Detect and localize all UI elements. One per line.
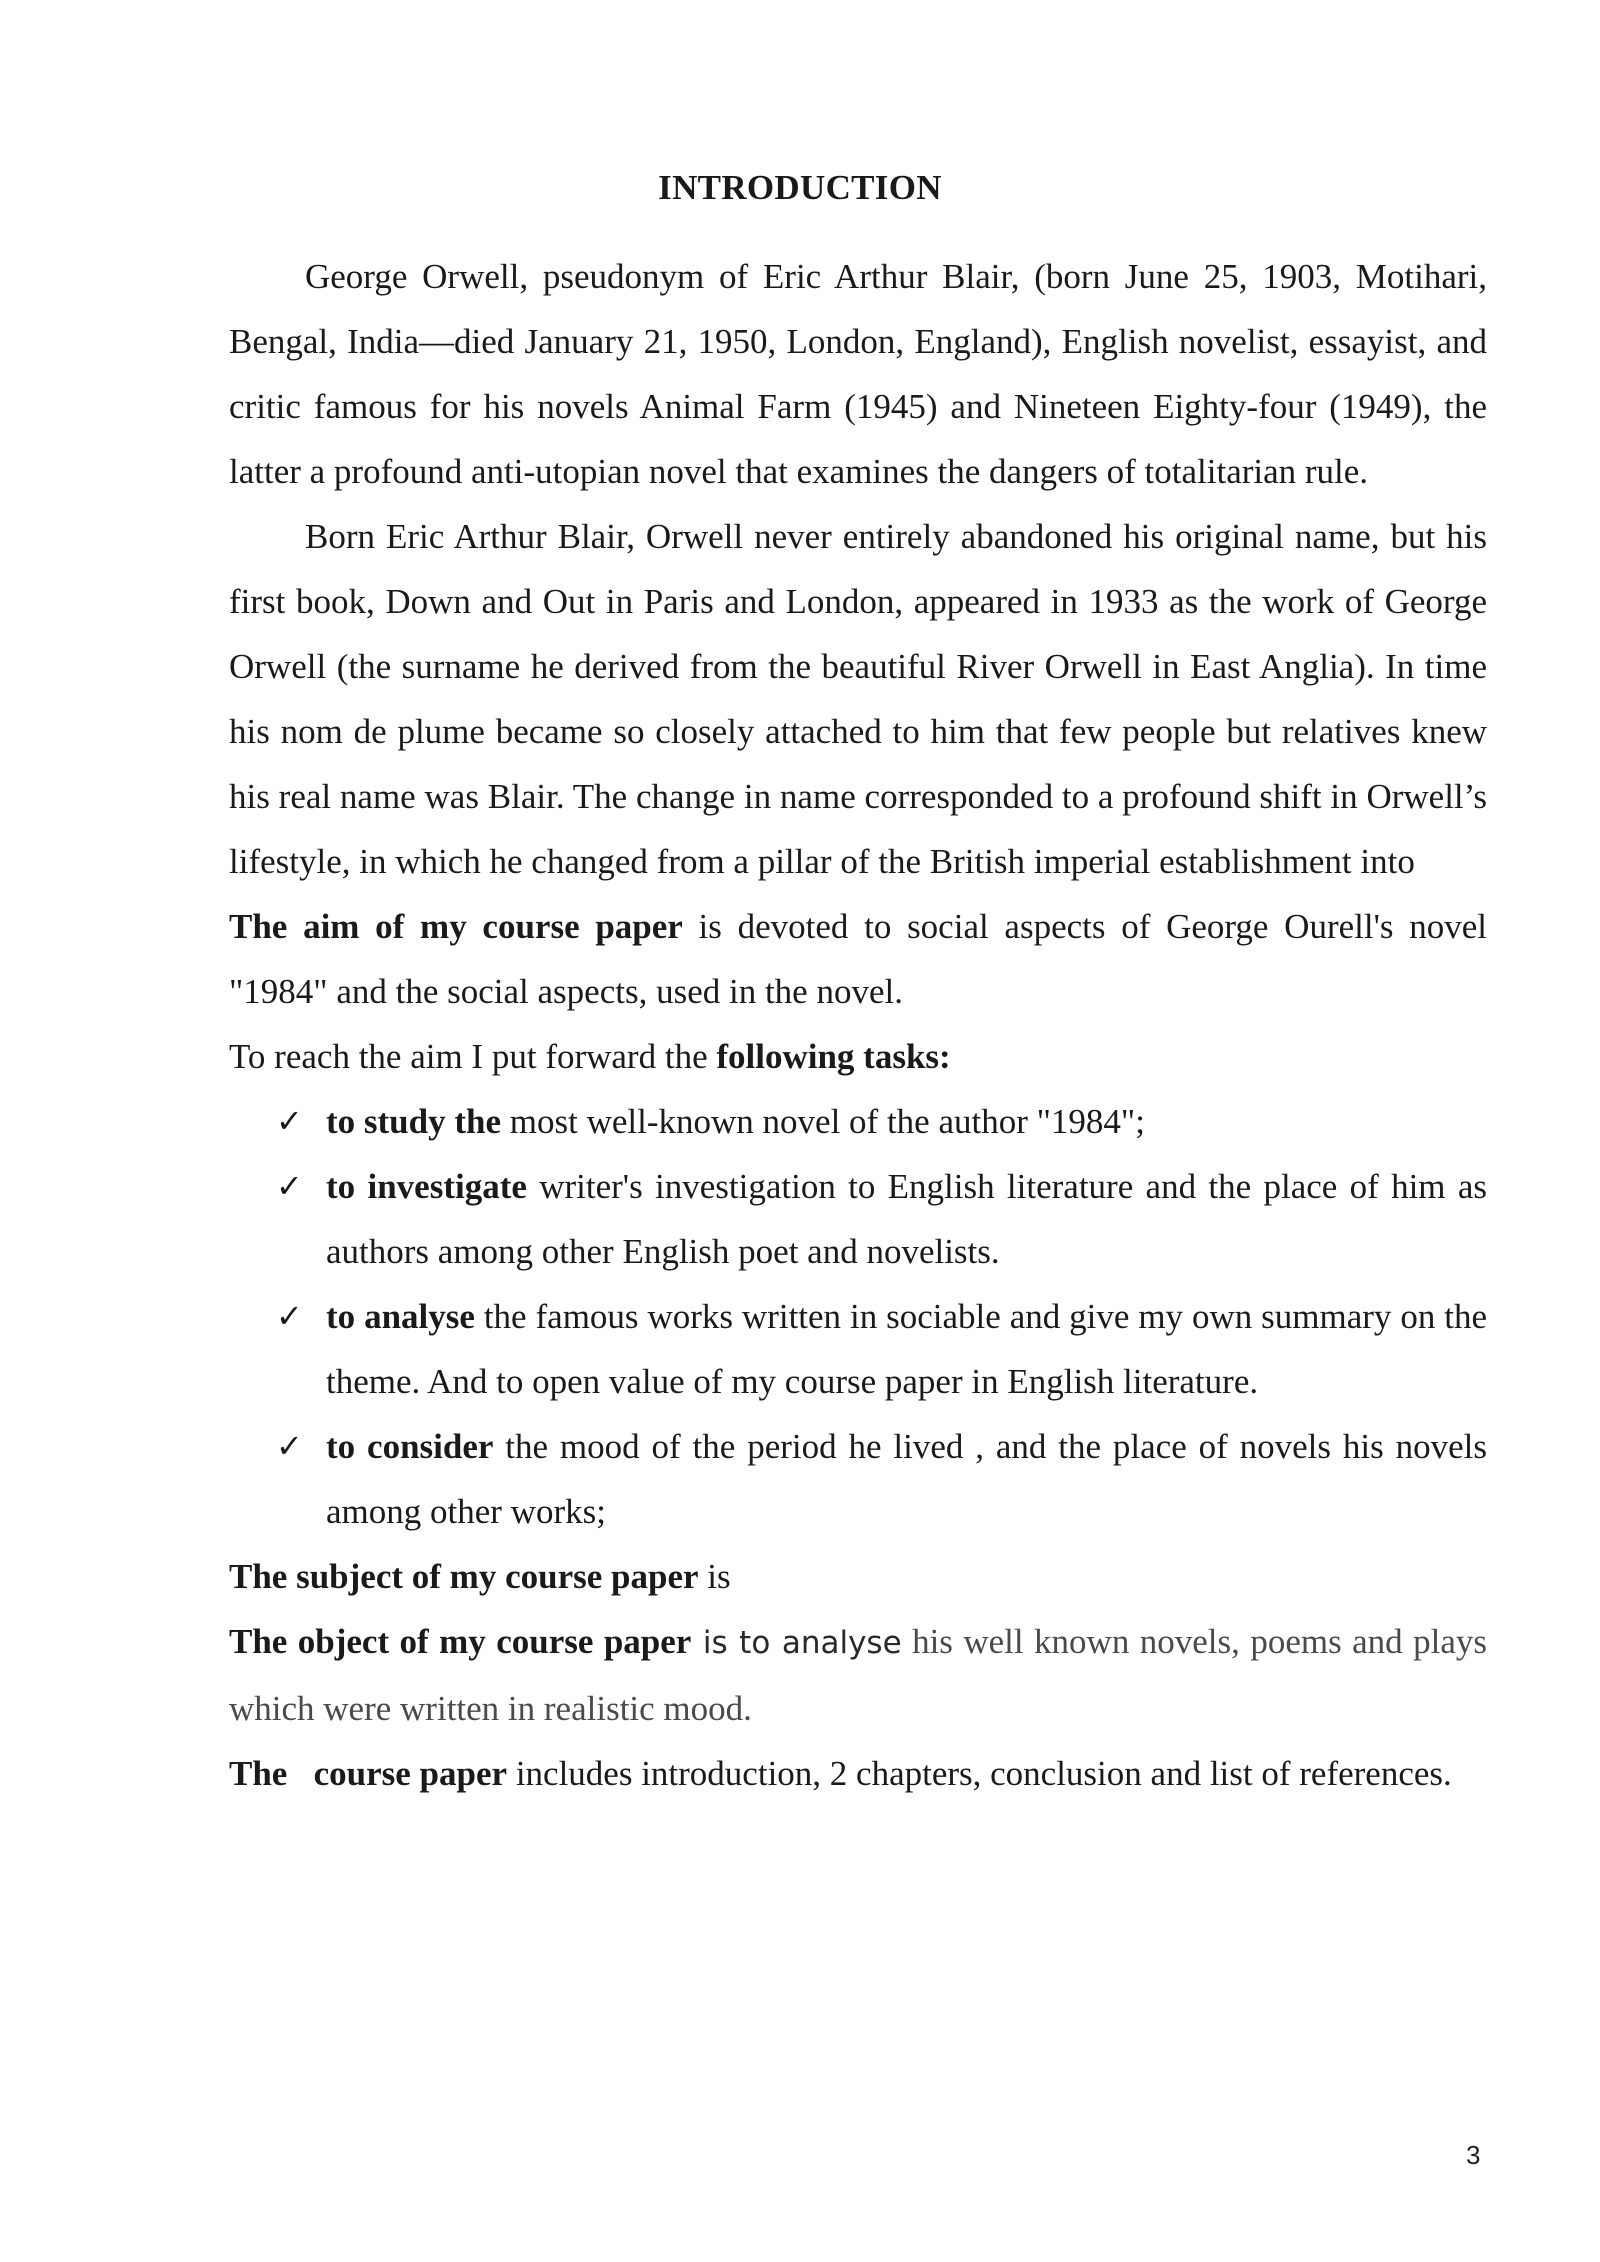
checkmark-icon: ✓ [276,1427,303,1465]
task-lead: to consider [326,1427,494,1466]
task-lead: to study the [326,1102,502,1141]
task-text: most well-known novel of the author "1984"; [501,1102,1145,1141]
task-lead: to analyse [326,1297,475,1336]
aim-text: is devoted to social aspects of George Ourell's novel "1984" and the social aspects, used in the novel. [229,907,1487,1011]
task-lead: to investigate [326,1167,527,1206]
list-item [229,1284,1487,1414]
paragraph-biography: George Orwell, pseudonym of Eric Arthur Blair, (born June 25, 1903, Motihari, Bengal, India—died January 21, 1950, London, England), English novelist, essayist, and critic famous for his novels Animal Farm (1945) and Nineteen Eighty-four (1949), the latter a profound anti-utopian novel that examines the dangers of totalitarian rule. [229,257,1487,491]
object-paragraph [229,1609,1487,1741]
structure-paragraph [229,1741,1487,1806]
checkmark-icon: ✓ [276,1297,303,1335]
subject-label: The subject of my course paper [229,1557,699,1596]
task-text: writer's investigation to English literature and the place of him as authors among other English poet and novelists. [326,1167,1487,1271]
tasks-intro-bold: following tasks: [716,1037,951,1076]
tasks-intro [229,1024,1487,1089]
page-title: INTRODUCTION [658,168,942,207]
object-text-verb: is to analyse [691,1625,902,1661]
list-item [229,1414,1487,1544]
paragraph-pseudonym: Born Eric Arthur Blair, Orwell never entirely abandoned his original name, but his first book, Down and Out in Paris and London, appeared in 1933 as the work of George Orwell (the surname he derived from the beautiful River Orwell in East Anglia). In time his nom de plume became so closely attached to him that few people but relatives knew his real name was Blair. The change in name corresponded to a profound shift in Orwell’s lifestyle, in which he changed from a pillar of the British imperial establishment into [229,517,1487,881]
tasks-intro-text: To reach the aim I put forward the [229,1037,717,1076]
aim-paragraph [229,894,1487,1024]
subject-paragraph [229,1544,1487,1609]
subject-text: is [698,1557,731,1596]
checkmark-icon: ✓ [276,1167,303,1205]
task-text: the famous works written in sociable and give my own summary on the theme. And to open value of my course paper in English literature. [326,1297,1487,1401]
aim-label: The aim of my course paper [229,907,683,946]
list-item [229,1089,1487,1154]
page-number: 3 [1466,2140,1481,2170]
list-item [229,1154,1487,1284]
object-label: The object of my course paper [229,1622,692,1661]
structure-label-the: The [229,1754,288,1793]
object-text-rest: his well known novels, poems and plays which were written in realistic mood. [229,1622,1487,1728]
structure-text: includes introduction, 2 chapters, conclusion and list of references. [507,1754,1452,1793]
tasks-list [229,1089,1487,1544]
document-body [229,244,1487,1806]
task-text: the mood of the period he lived , and the place of novels his novels among other works; [326,1427,1487,1531]
structure-label-course-paper: course paper [313,1754,508,1793]
checkmark-icon: ✓ [276,1102,303,1140]
